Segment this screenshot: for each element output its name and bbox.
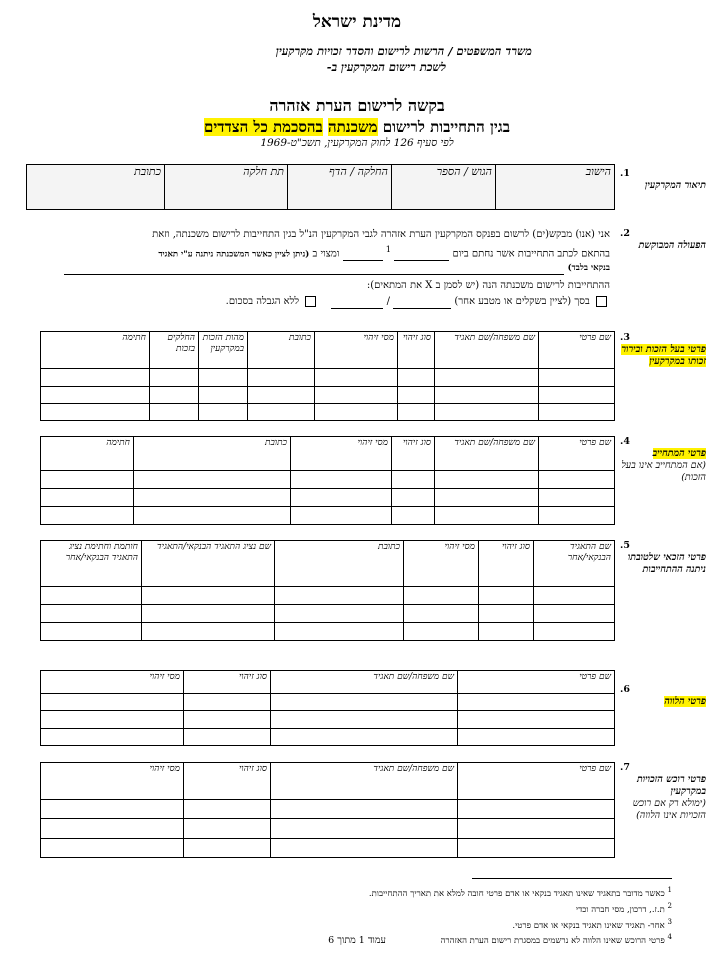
section-3-label: 3. פרטי בעל הזכות ובירור זכותו במקרקעין (620, 332, 706, 367)
table-row[interactable] (41, 799, 615, 818)
beneficiary-table: שם התאגיד הבנקאי/אחר סוג זיהוי מסי זיהוי כתובת שם נציג התאגיד הבנקאי/התאגיד חותמת וחתימת נציג התאגיד הבנקאי/אחר (40, 540, 615, 641)
action-text-2: בהתאם לכתב התחייבות אשר נחתם ביום (452, 248, 610, 260)
col-block: הגוש / הספר (392, 165, 496, 210)
table-row[interactable] (41, 693, 615, 710)
office-line: לשכת רישום המקרקעין ב- (326, 60, 446, 74)
table-row[interactable] (41, 403, 615, 420)
footnote-4: $^4$ פרטי הרוכש שאינו הלווה לא נרשמים במסגרת רישום הערת האזהרה (440, 932, 672, 947)
table-row[interactable] (41, 386, 615, 403)
table-row[interactable] (41, 587, 615, 605)
currency-field[interactable] (331, 308, 383, 309)
law-reference: לפי סעיף 126 לחוק המקרקעין, תשכ"ט-1969 (260, 137, 454, 149)
col-address: כתובת (27, 165, 165, 210)
table-row[interactable] (41, 819, 615, 838)
table-row[interactable] (41, 369, 615, 386)
section-6-label: 6. פרטי הלווה (620, 684, 706, 707)
footnote-2: $^2$ ת.ז., דרכון, מסי חברה וכדי (575, 900, 672, 915)
table-row[interactable] (41, 471, 615, 489)
table-row[interactable] (41, 623, 615, 641)
footnote-ref-1: 1 (385, 244, 392, 254)
commitment-type-text: ההתחייבות לרישום משכנתה הנה (יש לסמן ב X את המתאים): (366, 280, 610, 292)
col-subparcel: תת חלקה (165, 165, 288, 210)
obligor-table: שם פרטי שם משפחה/שם תאגיד סוג זיהוי מסי זיהוי כתובת חתימה (40, 436, 615, 525)
section-4-label: 4. פרטי המתחייב (אם המתחייב אינו בעל הזכות) (620, 436, 706, 483)
state-title: מדינת ישראל (312, 12, 402, 32)
owner-table: שם פרטי שם משפחה/שם תאגיד סוג זיהוי מסי זיהוי כתובת מהות הזכות במקרקעין החלקים בזכות חתימה (40, 331, 615, 421)
table-row[interactable] (41, 507, 615, 525)
section-5-label: 5. פרטי הזכאי שלטובתו ניתנה ההתחייבות (620, 540, 706, 575)
section-7-label: 7. פרטי רוכש הזכויות במקרקעין (ימולא רק אם רוכש הזכויות אינו הלווה) (620, 762, 706, 821)
borrower-table: שם פרטי שם משפחה/שם תאגיד סוג זיהוי מסי זיהוי (40, 670, 615, 746)
section-1-label: 1. תיאור המקרקעין (620, 168, 706, 191)
table-row[interactable] (41, 489, 615, 507)
unlimited-checkbox[interactable] (305, 296, 316, 307)
ministry-line: משרד המשפטים / הרשות לרישום והסדר זכויות מקרקעין (275, 44, 532, 58)
table-row[interactable] (41, 711, 615, 728)
footnote-divider (472, 878, 672, 879)
page-number: עמוד 1 מתוך 6 (328, 935, 386, 946)
purchaser-table: שם פרטי שם משפחה/שם תאגיד סוג זיהוי מסי זיהוי (40, 762, 615, 858)
action-text-1: אני (אנו) מבקש(ים) לרשום בפנקס המקרקעין הערת אזהרה לגבי המקרקעין הנ"ל בגין התחייבות לרישום משכנתה, וזאת (152, 229, 610, 240)
action-paragraph: אני (אנו) מבקש(ים) לרשום בפנקס המקרקעין הערת אזהרה לגבי המקרקעין הנ"ל בגין התחייבות לרישום משכנתה, וזאת בהתאם לכתב התחייבות אשר נחתם ביום $^1$ ומצוי ב (ניתן לציין כאשר המשכנתה ניתנה ע"י תאגיד בנקאי בלבד) ההתחייבות לרישום משכנתה הנה (יש לסמן ב X את המתאים): בסך (לציין בשקלים או מטבע אחר) / ללא הגבלה בסכום. (30, 228, 610, 309)
amount-field[interactable] (393, 308, 451, 309)
bank-name-field[interactable] (64, 274, 564, 275)
table-row[interactable] (41, 838, 615, 857)
form-subtitle: בגין התחייבות לרישום משכנתה בהסכמת כל הצדדים (204, 118, 510, 136)
col-settlement: הישוב (496, 165, 615, 210)
footnote-1: $^1$ כאשר מדובר בתאגיד שאינו תאגיד בנקאי או אדם פרטי חובה למלא את תאריך ההתחייבות. (368, 885, 672, 899)
property-table (26, 164, 615, 210)
col-parcel: החלקה / הדף (288, 165, 392, 210)
footnote-3: $^3$ אחר- תאגיד שאינו תאגיד בנקאי או אדם פרטי. (512, 916, 672, 931)
table-row[interactable] (41, 605, 615, 623)
amount-checkbox[interactable] (596, 296, 607, 307)
form-title: בקשה לרישום הערת אזהרה (269, 96, 445, 115)
table-row[interactable] (41, 728, 615, 746)
section-2-label: 2. הפעולה המבוקשת (620, 228, 706, 251)
